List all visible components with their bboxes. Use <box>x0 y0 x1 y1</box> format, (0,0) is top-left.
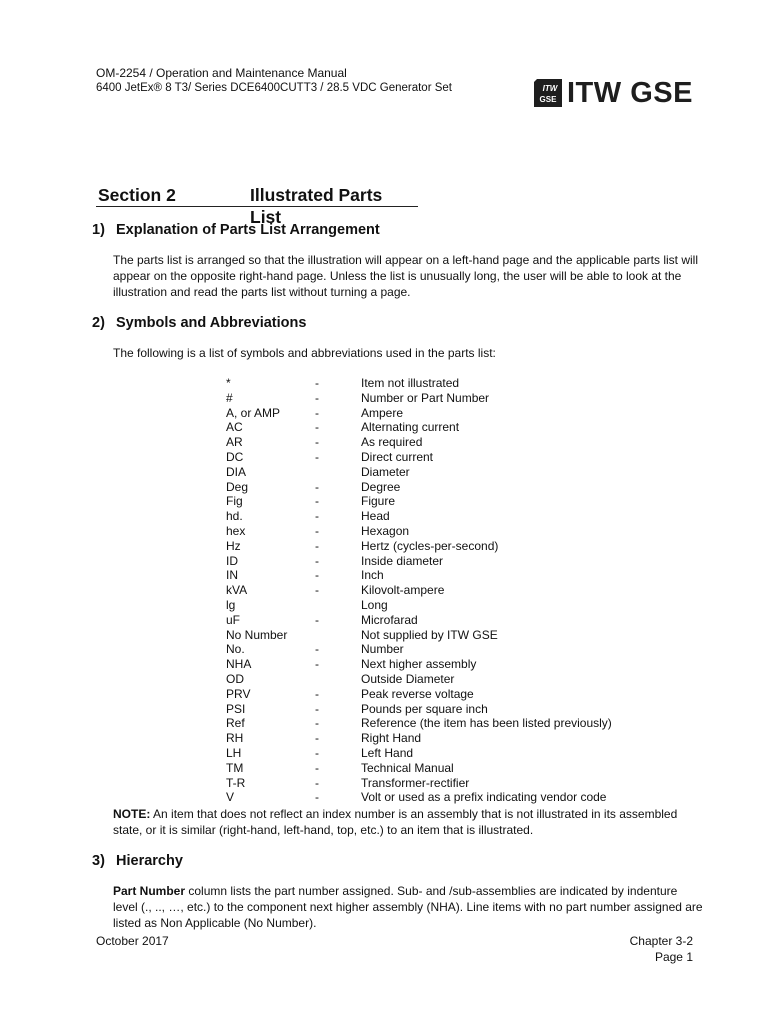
abbreviation-row <box>226 420 646 435</box>
abbreviation-dash: - <box>315 790 319 805</box>
abbreviation-symbol: kVA <box>226 583 248 598</box>
abbreviation-row <box>226 465 646 480</box>
svg-text:ITW: ITW <box>542 84 558 93</box>
svg-text:GSE: GSE <box>539 95 557 104</box>
note-paragraph <box>113 806 703 838</box>
abbreviation-symbol: No Number <box>226 627 288 642</box>
abbreviation-definition: Diameter <box>361 464 410 479</box>
abbreviation-row <box>226 761 646 776</box>
footer-page: Page 1 <box>654 950 693 964</box>
abbreviation-row <box>226 509 646 524</box>
abbreviation-dash: - <box>315 657 319 672</box>
abbreviation-symbol: Hz <box>226 538 241 553</box>
explanation-paragraph: The parts list is arranged so that the illustration will appear on a left-hand page and the applicable parts list will appear on the opposite right-hand page. Unless the list is unusually long, the user will be able to look at the illustration and read the parts list without turning a page. <box>113 253 698 299</box>
abbreviation-dash: - <box>315 583 319 598</box>
abbreviation-symbol: LH <box>226 745 242 760</box>
abbreviation-definition: Peak reverse voltage <box>361 686 474 701</box>
abbreviation-definition: Volt or used as a prefix indicating vendor code <box>361 790 607 805</box>
symbols-heading <box>92 314 306 332</box>
abbreviation-dash: - <box>315 568 319 583</box>
abbreviation-row <box>226 450 646 465</box>
symbols-intro: The following is a list of symbols and abbreviations used in the parts list: <box>113 346 496 360</box>
abbreviation-dash: - <box>315 775 319 790</box>
abbreviation-row <box>226 746 646 761</box>
abbreviation-definition: Inch <box>361 568 384 583</box>
abbreviation-symbol: NHA <box>226 657 252 672</box>
abbreviation-definition: Long <box>361 597 388 612</box>
abbreviation-dash: - <box>315 731 319 746</box>
section-heading <box>96 184 418 227</box>
abbreviation-symbol: OD <box>226 671 244 686</box>
abbreviation-dash: - <box>315 760 319 775</box>
hierarchy-heading <box>92 852 183 870</box>
abbreviation-symbol: # <box>226 390 233 405</box>
abbreviation-definition: Microfarad <box>361 612 418 627</box>
abbreviation-list <box>226 376 646 805</box>
abbreviation-definition: As required <box>361 435 423 450</box>
abbreviation-dash: - <box>315 449 319 464</box>
abbreviation-definition: Head <box>361 509 390 524</box>
abbreviation-definition: Pounds per square inch <box>361 701 488 716</box>
abbreviation-dash: - <box>315 509 319 524</box>
abbreviation-dash: - <box>315 642 319 657</box>
abbreviation-dash: - <box>315 612 319 627</box>
abbreviation-definition: Not supplied by ITW GSE <box>361 627 498 642</box>
abbreviation-symbol: ID <box>226 553 238 568</box>
abbreviation-row <box>226 657 646 672</box>
abbreviation-symbol: A, or AMP <box>226 405 281 420</box>
abbreviation-symbol: IN <box>226 568 238 583</box>
footer-page-info <box>630 933 693 965</box>
abbreviation-row <box>226 716 646 731</box>
abbreviation-row <box>226 731 646 746</box>
abbreviation-symbol: Ref <box>226 716 245 731</box>
abbreviation-row <box>226 406 646 421</box>
hierarchy-term: Part Number <box>113 884 186 898</box>
abbreviation-symbol: V <box>226 790 235 805</box>
abbreviation-row <box>226 790 646 805</box>
abbreviation-definition: Transformer-rectifier <box>361 775 470 790</box>
abbreviation-definition: Reference (the item has been listed previously) <box>361 716 612 731</box>
abbreviation-dash: - <box>315 716 319 731</box>
abbreviation-row <box>226 480 646 495</box>
abbreviation-symbol: lg <box>226 597 236 612</box>
abbreviation-row <box>226 642 646 657</box>
abbreviation-row <box>226 376 646 391</box>
abbreviation-symbol: T-R <box>226 775 246 790</box>
abbreviation-row <box>226 776 646 791</box>
abbreviation-definition: Hexagon <box>361 523 410 538</box>
product-subtitle: 6400 JetEx® 8 T3/ Series DCE6400CUTT3 / 28.5 VDC Generator Set <box>96 82 452 94</box>
abbreviation-definition: Left Hand <box>361 745 414 760</box>
abbreviation-dash: - <box>315 745 319 760</box>
hierarchy-number: 3) <box>92 853 105 869</box>
abbreviation-symbol: No. <box>226 642 245 657</box>
abbreviation-symbol: DC <box>226 449 244 464</box>
hierarchy-text: column lists the part number assigned. Sub- and /sub-assemblies are indicated by indenture level (., .., …, etc.) to the component next higher assembly (NHA). Line items with no part number assigned are listed as Non Applicable (No Number). <box>113 884 703 930</box>
abbreviation-definition: Inside diameter <box>361 553 444 568</box>
abbreviation-definition: Outside Diameter <box>361 671 455 686</box>
abbreviation-row <box>226 554 646 569</box>
abbreviation-definition: Hertz (cycles-per-second) <box>361 538 499 553</box>
abbreviation-dash: - <box>315 494 319 509</box>
abbreviation-symbol: DIA <box>226 464 247 479</box>
abbreviation-dash: - <box>315 538 319 553</box>
abbreviation-symbol: PSI <box>226 701 246 716</box>
abbreviation-symbol: AC <box>226 420 243 435</box>
note-text: An item that does not reflect an index number is an assembly that is not illustrated in its assembled state, or it is similar (right-hand, left-hand, top, etc.) to an item that is illustrated. <box>113 807 678 837</box>
section-title: Illustrated Parts List <box>250 185 383 227</box>
abbreviation-definition: Direct current <box>361 449 434 464</box>
abbreviation-dash: - <box>315 553 319 568</box>
itw-gse-logo <box>533 77 693 109</box>
abbreviation-definition: Next higher assembly <box>361 657 477 672</box>
section-number: Section 2 <box>98 185 176 205</box>
abbreviation-dash: - <box>315 435 319 450</box>
abbreviation-symbol: hd. <box>226 509 243 524</box>
itw-gse-badge-icon <box>533 78 563 108</box>
abbreviation-row <box>226 598 646 613</box>
abbreviation-row <box>226 613 646 628</box>
abbreviation-definition: Ampere <box>361 405 404 420</box>
footer-chapter: Chapter 3-2 <box>629 934 693 948</box>
explanation-heading <box>92 221 380 239</box>
abbreviation-symbol: * <box>226 376 231 390</box>
manual-title: OM-2254 / Operation and Maintenance Manual <box>96 66 347 80</box>
abbreviation-symbol: RH <box>226 731 244 746</box>
abbreviation-dash: - <box>315 376 319 390</box>
abbreviation-definition: Number or Part Number <box>361 390 490 405</box>
abbreviation-row <box>226 702 646 717</box>
abbreviation-row <box>226 494 646 509</box>
abbreviation-row <box>226 583 646 598</box>
abbreviation-dash: - <box>315 479 319 494</box>
explanation-number: 1) <box>92 222 105 238</box>
abbreviation-symbol: AR <box>226 435 243 450</box>
hierarchy-paragraph <box>113 883 703 931</box>
note-label: NOTE: <box>113 807 151 821</box>
abbreviation-row <box>226 524 646 539</box>
abbreviation-definition: Alternating current <box>361 420 460 435</box>
abbreviation-dash: - <box>315 420 319 435</box>
hierarchy-title: Hierarchy <box>116 853 183 869</box>
abbreviation-row <box>226 568 646 583</box>
abbreviation-symbol: hex <box>226 523 246 538</box>
footer-date: October 2017 <box>96 934 169 948</box>
abbreviation-dash: - <box>315 701 319 716</box>
abbreviation-symbol: PRV <box>226 686 251 701</box>
symbols-number: 2) <box>92 315 105 331</box>
explanation-title: Explanation of Parts List Arrangement <box>116 222 380 238</box>
abbreviation-row <box>226 687 646 702</box>
abbreviation-definition: Technical Manual <box>361 760 454 775</box>
abbreviation-symbol: Fig <box>226 494 243 509</box>
abbreviation-definition: Number <box>361 642 404 657</box>
abbreviation-definition: Right Hand <box>361 731 422 746</box>
abbreviation-definition: Kilovolt-ampere <box>361 583 445 598</box>
abbreviation-row <box>226 672 646 687</box>
abbreviation-dash: - <box>315 405 319 420</box>
abbreviation-dash: - <box>315 686 319 701</box>
abbreviation-row <box>226 539 646 554</box>
logo-wordmark: ITW GSE <box>567 77 693 109</box>
abbreviation-definition: Degree <box>361 479 401 494</box>
abbreviation-row <box>226 628 646 643</box>
abbreviation-row <box>226 391 646 406</box>
abbreviation-definition: Item not illustrated <box>361 376 460 390</box>
abbreviation-definition: Figure <box>361 494 396 509</box>
abbreviation-row <box>226 435 646 450</box>
abbreviation-symbol: uF <box>226 612 241 627</box>
symbols-title: Symbols and Abbreviations <box>116 315 307 331</box>
abbreviation-dash: - <box>315 523 319 538</box>
abbreviation-symbol: Deg <box>226 479 249 494</box>
abbreviation-symbol: TM <box>226 760 244 775</box>
abbreviation-dash: - <box>315 390 319 405</box>
